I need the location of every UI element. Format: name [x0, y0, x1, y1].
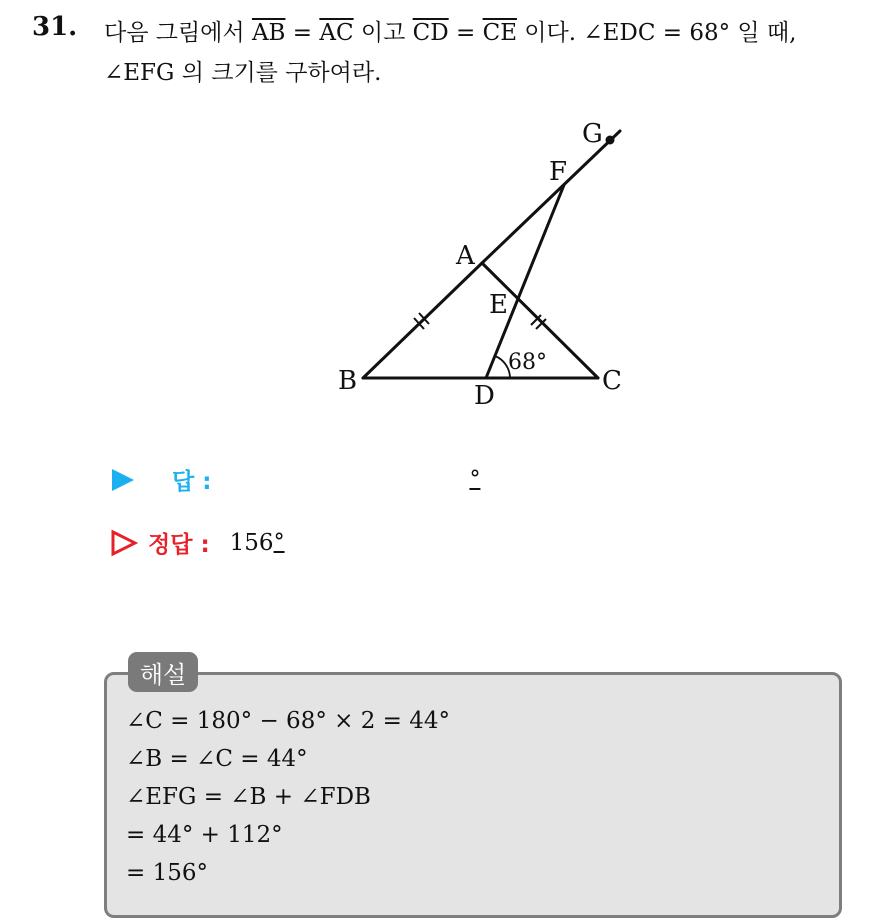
- answer-row: [110, 463, 480, 496]
- question-lead-text: 다음 그림에서: [104, 20, 245, 46]
- question-tail-text: 이다. ∠EDC = 68° 일 때,: [524, 20, 797, 46]
- equals-sign: =: [292, 20, 313, 46]
- label-c: C: [602, 366, 622, 396]
- solution-line-3: ∠EFG = ∠B + ∠FDB: [126, 784, 371, 810]
- correct-answer-label: 정답 :: [148, 532, 210, 558]
- segment-ce: $\overline{CE}$: [482, 20, 517, 46]
- tick-marks-ac: [531, 315, 546, 329]
- angle-label-68: 68°: [508, 350, 547, 375]
- segment-ab: $\overline{AB}$: [251, 20, 286, 46]
- question-mid-text: 이고: [360, 20, 406, 46]
- question-text-line-1: [104, 14, 796, 47]
- label-b: B: [338, 366, 358, 396]
- solution-line-1: ∠C = 180° − 68° × 2 = 44°: [126, 708, 451, 734]
- label-f: F: [549, 157, 568, 187]
- label-e: E: [489, 290, 508, 320]
- question-number: 31.: [32, 12, 78, 42]
- solution-line-4: = 44° + 112°: [126, 822, 283, 848]
- equals-sign: =: [456, 20, 476, 46]
- label-g: G: [582, 119, 603, 149]
- segment-ba: [363, 263, 482, 378]
- solution-tag: 해설: [128, 652, 198, 692]
- ray-agf: [482, 131, 620, 263]
- solution-line-2: ∠B = ∠C = 44°: [126, 746, 308, 772]
- answer-blank-unit[interactable]: °: [469, 467, 481, 492]
- segment-cd: $\overline{CD}$: [412, 20, 449, 46]
- outline-triangle-icon: [110, 529, 138, 557]
- correct-answer-value: 156: [229, 529, 274, 556]
- play-triangle-icon: [110, 467, 136, 493]
- segment-ac: $\overline{AC}$: [319, 20, 354, 46]
- solution-line-5: = 156°: [126, 860, 208, 886]
- point-g-dot: [606, 136, 615, 145]
- correct-answer-unit: °: [273, 530, 285, 555]
- label-d: D: [474, 381, 495, 408]
- label-a: A: [456, 241, 475, 271]
- answer-label: 답 :: [172, 469, 212, 495]
- geometry-figure: [320, 108, 650, 408]
- correct-answer-row: [110, 526, 285, 559]
- question-text-line-2: ∠EFG 의 크기를 구하여라.: [104, 60, 382, 86]
